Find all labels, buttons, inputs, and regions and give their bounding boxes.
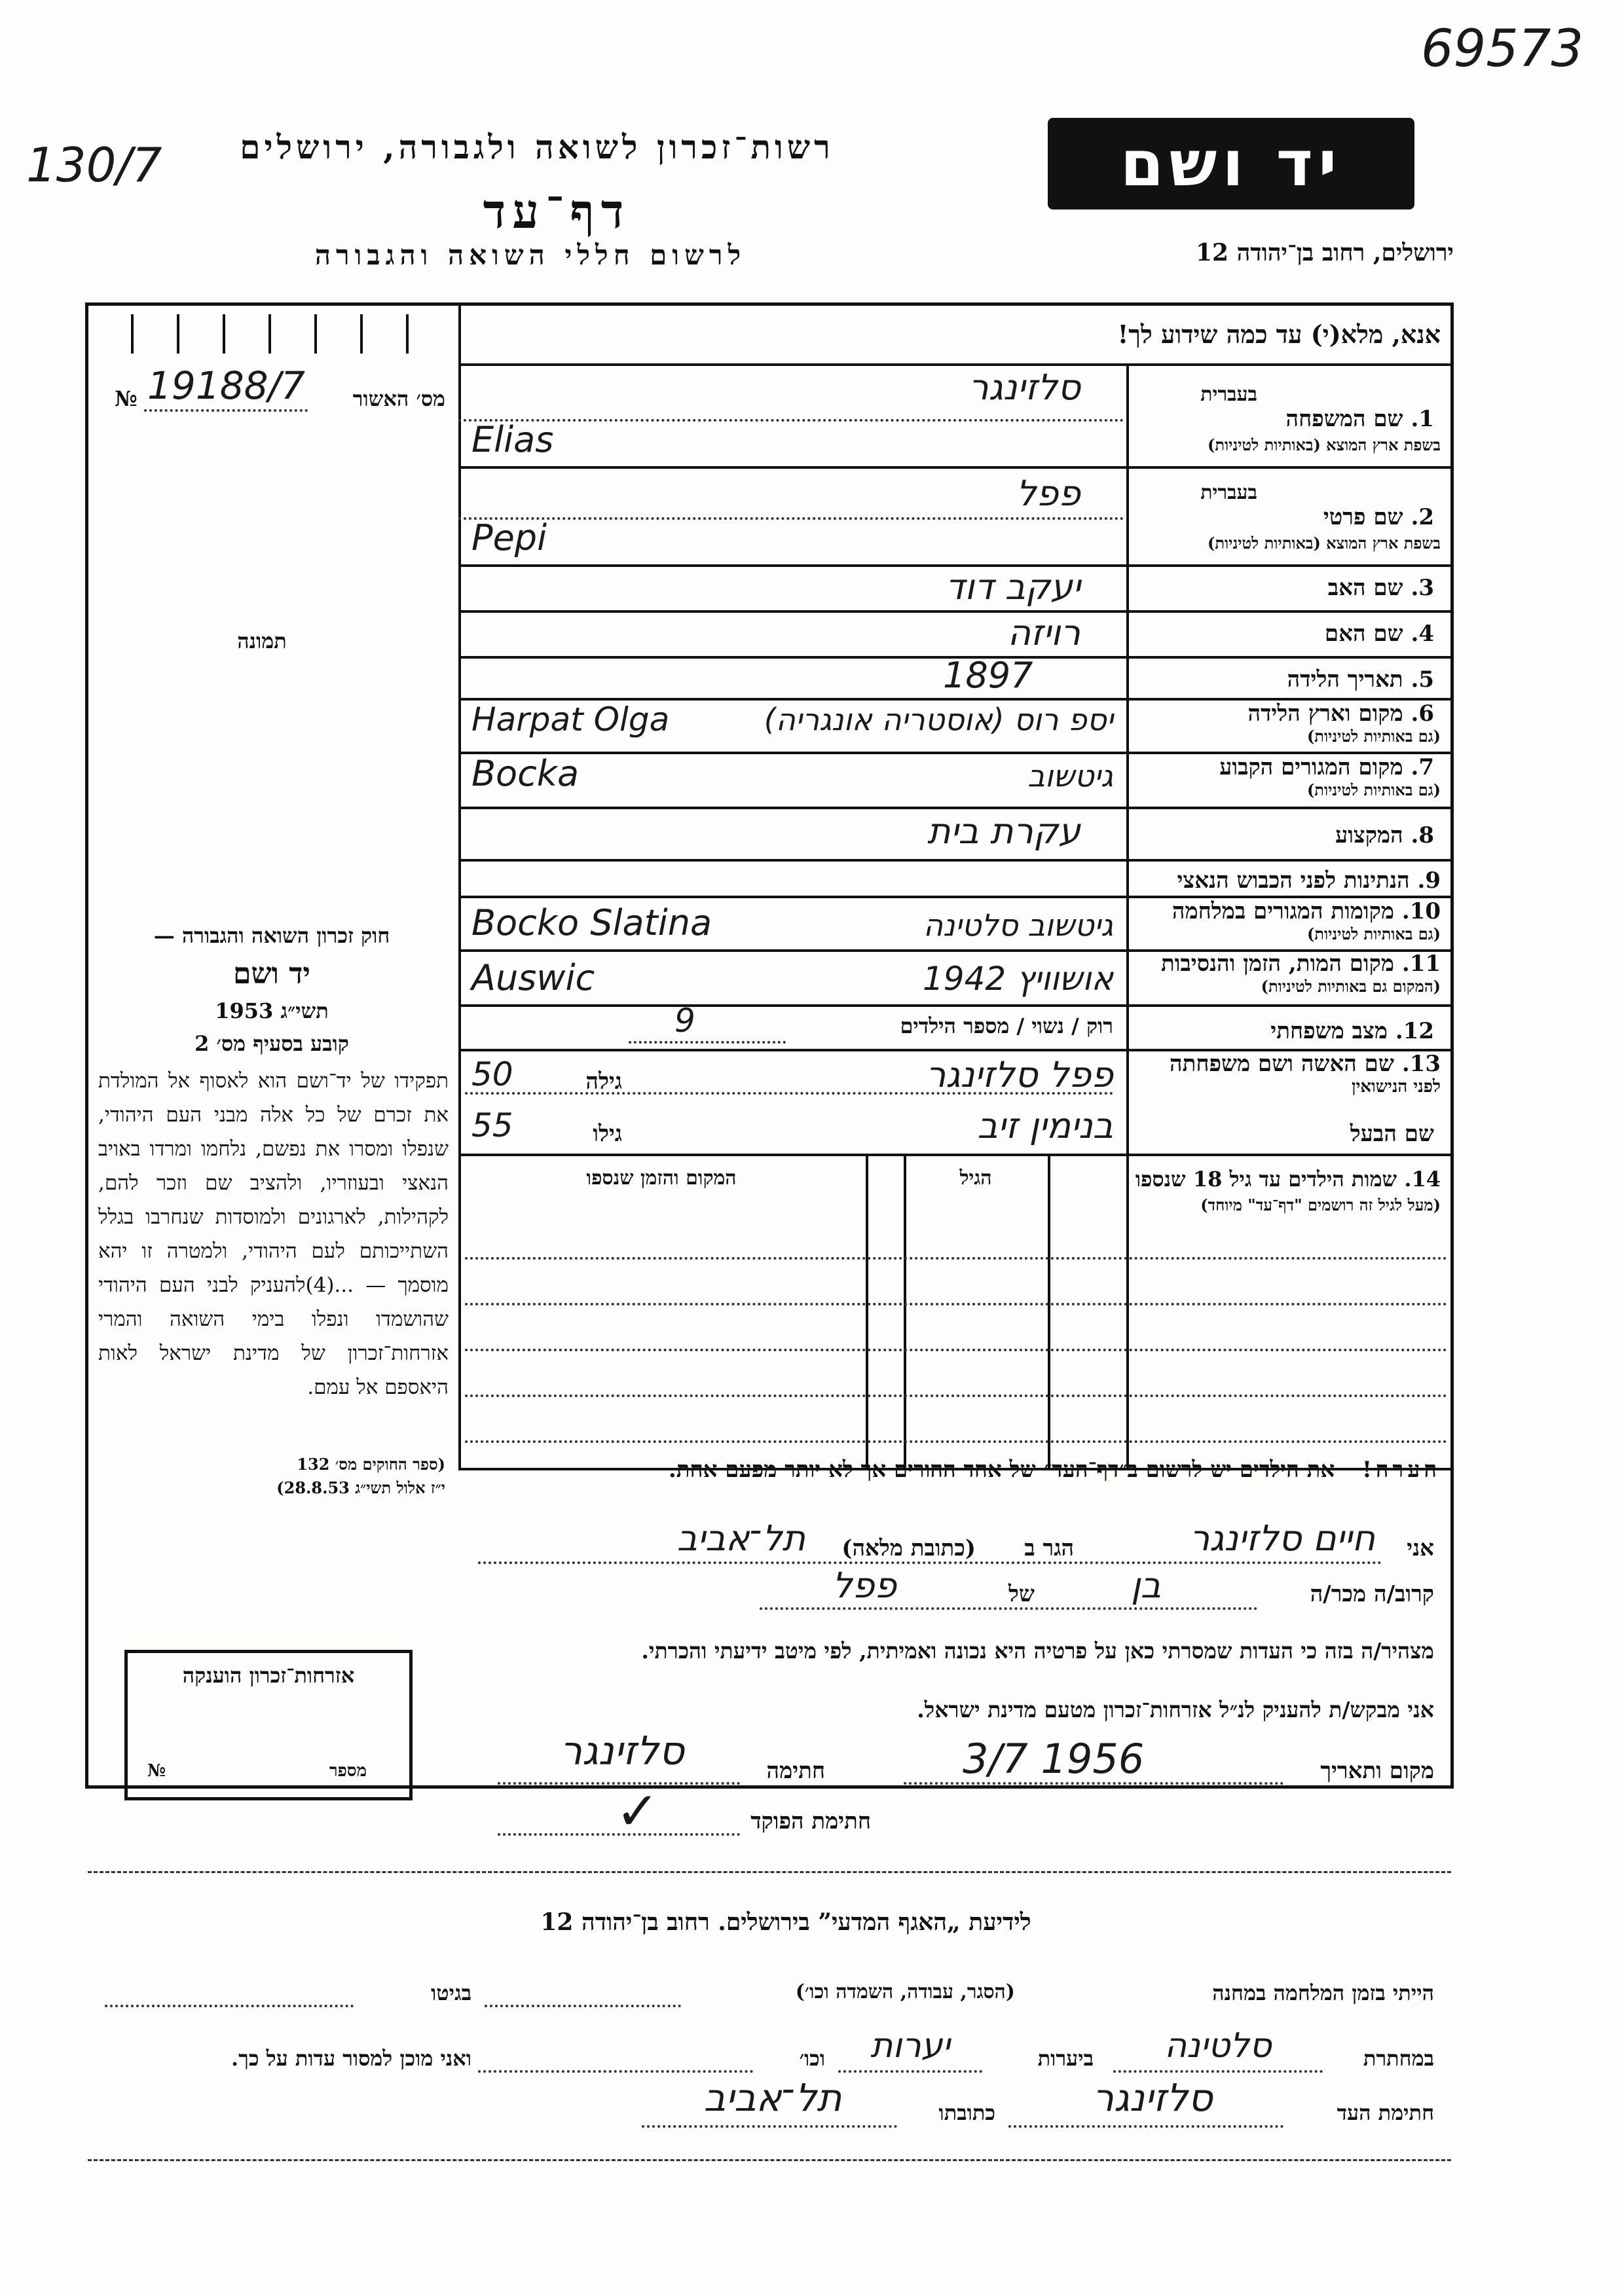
field-6-num: 6. — [1411, 701, 1434, 727]
form-title: דף־עד — [483, 183, 631, 239]
field-10-text: מקומות המגורים במלחמה — [1172, 898, 1394, 924]
forest-value: יערות — [870, 2026, 950, 2066]
witness-signature: סלזינגר — [1092, 2075, 1213, 2120]
relation-value: בן — [1131, 1565, 1161, 1606]
hiding-value: סלטינה — [1164, 2026, 1272, 2066]
officer-signature: ✓ — [616, 1781, 660, 1842]
signature-value: סלזינגר — [560, 1728, 684, 1774]
field-11-text: מקום המות, הזמן והנסיבות — [1160, 951, 1394, 977]
place-date-label: מקום ותאריך — [1320, 1758, 1434, 1784]
field-14-text: שמות הילדים עד גיל 18 שנספו — [1135, 1167, 1397, 1192]
request-text: אני מבקש/ת להעניק לנ״ל אזרחות־זכרון מטעם מדינת ישראל. — [917, 1697, 1434, 1722]
approval-label: מס׳ האשור — [352, 386, 445, 411]
yad-vashem-logo — [1048, 118, 1414, 210]
remark-text: את הילדים יש לרשום ב״דף־העד״ של אחד ההורים אך לא יותר מפעם אחת. — [668, 1457, 1335, 1483]
field-2-num: 2. — [1411, 504, 1434, 530]
field-5-text: תאריך הלידה — [1287, 666, 1403, 693]
field-7-hebrew-value: גיטשוב — [1027, 758, 1113, 793]
field-2-text: שם פרטי — [1323, 504, 1403, 530]
field-3-text: שם האב — [1327, 575, 1403, 601]
ghetto-label: בגיטו — [431, 1980, 471, 2005]
approval-no-sign: № — [115, 386, 138, 411]
relative-label: קרוב/ה מכר/ה — [1310, 1581, 1434, 1607]
declarant-name: חיים סלזינגר — [1189, 1518, 1375, 1559]
etc-label: וכו׳ — [799, 2046, 825, 2071]
signature-label: חתימה — [766, 1758, 825, 1784]
law-title: חוק זכרון השואה והגבורה — — [153, 923, 390, 948]
field-12-label — [1139, 1018, 1434, 1044]
law-source-date: י״ז אלול תשי״ג 28.8.53) — [276, 1478, 445, 1497]
field-6-label — [1139, 701, 1434, 727]
field-10-num: 10. — [1401, 898, 1441, 924]
photo-label: תמונה — [237, 629, 287, 653]
hebrew-tag-1: בעברית — [1200, 383, 1257, 406]
field-14-label — [1126, 1167, 1441, 1192]
place-date-value: 3/7 1956 — [963, 1735, 1145, 1783]
law-name: יד ושם — [233, 957, 310, 991]
field-11-note: (המקום גם באותיות לטיניות) — [1261, 977, 1441, 996]
latin-also-6: (גם באותיות לטיניות) — [1306, 727, 1441, 746]
law-year — [98, 998, 445, 1023]
marital-status-options: רוק / נשוי / מספר הילדים — [900, 1013, 1113, 1038]
field-1-hebrew-value: סלזינגר — [969, 367, 1080, 408]
bottom-title: לידיעת „האגף המדעי” בירושלים. רחוב בן־יהודה 12 — [540, 1908, 1031, 1936]
of-label: של — [1008, 1581, 1035, 1607]
field-11-num: 11. — [1401, 951, 1441, 977]
latin-note-1: בשפת ארץ המוצא (באותיות לטיניות) — [1208, 435, 1441, 454]
field-2-label — [1139, 504, 1434, 530]
lives-at-label: הגר ב — [1024, 1535, 1074, 1561]
field-9-num: 9. — [1417, 867, 1441, 894]
field-9-text: הנתינות לפני הכבוש הנאצי — [1177, 867, 1410, 894]
form-subtitle: לרשום חללי השואה והגבורה — [314, 239, 747, 271]
children-age-header: הגיל — [959, 1167, 992, 1190]
field-14-note: (מעל לגיל זה רושמים "דף־עד" מיוחד) — [1200, 1195, 1441, 1214]
field-5-value: 1897 — [943, 655, 1033, 696]
camp-note: (הסגר, עבודה, השמדה וכו׳) — [795, 1980, 1015, 2003]
field-13-note: לפני הנישואין — [1351, 1077, 1441, 1097]
field-6-hebrew-value: יספ רוס (אוסטריה אונגריה) — [764, 702, 1113, 737]
field-8-num: 8. — [1411, 822, 1434, 848]
field-4-value: רויזה — [1007, 612, 1080, 653]
field-5-label — [1139, 666, 1434, 693]
children-count: 9 — [674, 1002, 695, 1040]
field-8-text: המקצוע — [1335, 822, 1403, 848]
field-5-num: 5. — [1411, 666, 1434, 693]
latin-also-7: (גם באותיות לטיניות) — [1306, 780, 1441, 799]
citizenship-no-sign: № — [147, 1761, 166, 1781]
field-14-num: 14. — [1404, 1167, 1441, 1192]
field-4-num: 4. — [1411, 621, 1434, 647]
field-13-value: פפל סלזינגר — [925, 1054, 1113, 1095]
field-12-text: מצב משפחתי — [1270, 1018, 1388, 1044]
remark — [471, 1457, 1441, 1483]
field-7-latin-value: Bocka — [471, 753, 580, 794]
address-note: (כתובת מלאה) — [841, 1535, 976, 1561]
citizenship-number-label: מספר — [329, 1761, 367, 1781]
field-2-hebrew-value: פפל — [1016, 473, 1080, 514]
witness-address-label: כתובתו — [938, 2100, 995, 2125]
officer-signature-label: חתימת הפוקד — [750, 1808, 871, 1834]
field-9-label — [1126, 867, 1441, 894]
field-3-label — [1139, 575, 1434, 601]
org-name: רשות־זכרון לשואה ולגבורה, ירושלים — [240, 128, 834, 166]
law-heb-year: תשי״ג — [280, 998, 329, 1023]
law-clause: קובע בסעיף מס׳ 2 — [194, 1031, 349, 1056]
field-10-latin-value: Bocko Slatina — [471, 902, 712, 943]
stamp-number: 69573 — [1421, 20, 1584, 79]
wife-age-value: 50 — [471, 1055, 513, 1093]
field-1-label — [1139, 406, 1434, 432]
field-4-text: שם האם — [1324, 621, 1403, 647]
field-6-latin-value: Harpat Olga — [471, 701, 670, 738]
field-1-num: 1. — [1411, 406, 1434, 432]
field-4-label — [1139, 621, 1434, 647]
field-13-num: 13. — [1401, 1051, 1441, 1077]
field-11-label — [1126, 951, 1441, 977]
field-3-value: יעקב דוד — [945, 566, 1080, 608]
forest-label: ביערות — [1037, 2046, 1094, 2071]
field-11-latin-value: Auswic — [471, 957, 595, 998]
tick-marks — [105, 308, 458, 354]
declarant-address: תל־אביב — [676, 1518, 805, 1559]
approval-number: 19188/7 — [147, 363, 305, 408]
field-3-num: 3. — [1411, 575, 1434, 601]
witness-label: חתימת העד — [1337, 2100, 1434, 2125]
field-13-label — [1126, 1051, 1441, 1077]
field-8-label — [1139, 822, 1434, 848]
law-text: תפקידו של יד־ושם הוא לאסוף אל המולדת את זכרם של כל אלה מבני העם היהודי, שנפלו ומסרו את נפשם, נלחמו ומרדו באויב הנאצי ובעוזריו, ולהציב שם וזכר להם, לקהילות, לארגונים ולמוסדות שנחרבו בגלל השתייכותם לעם היהודי, ולמטרה זו יהא מוסמך — ...(4)להעניק לבני העם היהודי שהושמדו ונפלו בימי השואה והמרי אזרחות־זכרון של מדינת ישראל לאות היאספם אל עמם. — [98, 1069, 449, 1399]
field-10-label — [1126, 898, 1441, 924]
margin-mark: 130/7 — [26, 137, 162, 192]
of-name: פפל — [832, 1565, 897, 1606]
field-7-label — [1139, 754, 1434, 780]
latin-note-2: בשפת ארץ המוצא (באותיות לטיניות) — [1208, 534, 1441, 553]
ready-text: ואני מוכן למסור עדות על כך. — [231, 2046, 471, 2071]
law-greg-year: 1953 — [215, 998, 274, 1023]
field-1-latin-value: Elias — [471, 419, 554, 460]
field-1-text: שם המשפחה — [1285, 406, 1403, 432]
law-source: (ספר החוקים מס׳ 132 — [297, 1455, 445, 1474]
wife-age-label: גילה — [585, 1068, 622, 1095]
field-12-num: 12. — [1395, 1018, 1434, 1044]
husband-age-value: 55 — [471, 1106, 513, 1144]
field-8-value: עקרת בית — [927, 811, 1080, 852]
instruction-text: אנא, מלא(י) עד כמה שידוע לך! — [1117, 319, 1441, 349]
field-2-latin-value: Pepi — [471, 517, 547, 558]
hiding-label: במחתרת — [1363, 2046, 1434, 2071]
children-place-header: המקום והזמן שנספו — [586, 1167, 737, 1190]
citizenship-title: אזרחות־זכרון הוענקה — [182, 1663, 355, 1688]
logo-text: יד ושם — [1120, 127, 1342, 200]
witness-address-value: תל־אביב — [703, 2075, 842, 2120]
husband-label: שם הבעל — [1350, 1121, 1434, 1147]
hebrew-tag-2: בעברית — [1200, 481, 1257, 504]
field-6-text: מקום וארץ הלידה — [1247, 701, 1403, 727]
field-7-text: מקום המגורים הקבוע — [1219, 754, 1403, 780]
latin-also-10: (גם באותיות לטיניות) — [1306, 924, 1441, 943]
declarant-i-label: אני — [1407, 1535, 1434, 1561]
declare-text: מצהיר/ה בזה כי העדות שמסרתי כאן על פרטיה היא נכונה ואמיתית, לפי מיטב ידיעתי והכרתי. — [641, 1638, 1434, 1664]
camp-text: הייתי בזמן המלחמה במחנה — [1212, 1980, 1434, 2005]
field-13-text: שם האשה ושם משפחתה — [1170, 1051, 1394, 1077]
remark-label: הערה! — [1362, 1457, 1441, 1483]
field-7-num: 7. — [1411, 754, 1434, 780]
husband-age-label: גילו — [593, 1121, 622, 1147]
field-11-hebrew-value: אושוויץ 1942 — [922, 960, 1113, 998]
field-10-hebrew-value: גיטשוב סלטינה — [923, 907, 1113, 943]
husband-value: בנימין זיב — [977, 1105, 1113, 1146]
header-address: ירושלים, רחוב בן־יהודה 12 — [1195, 239, 1454, 266]
